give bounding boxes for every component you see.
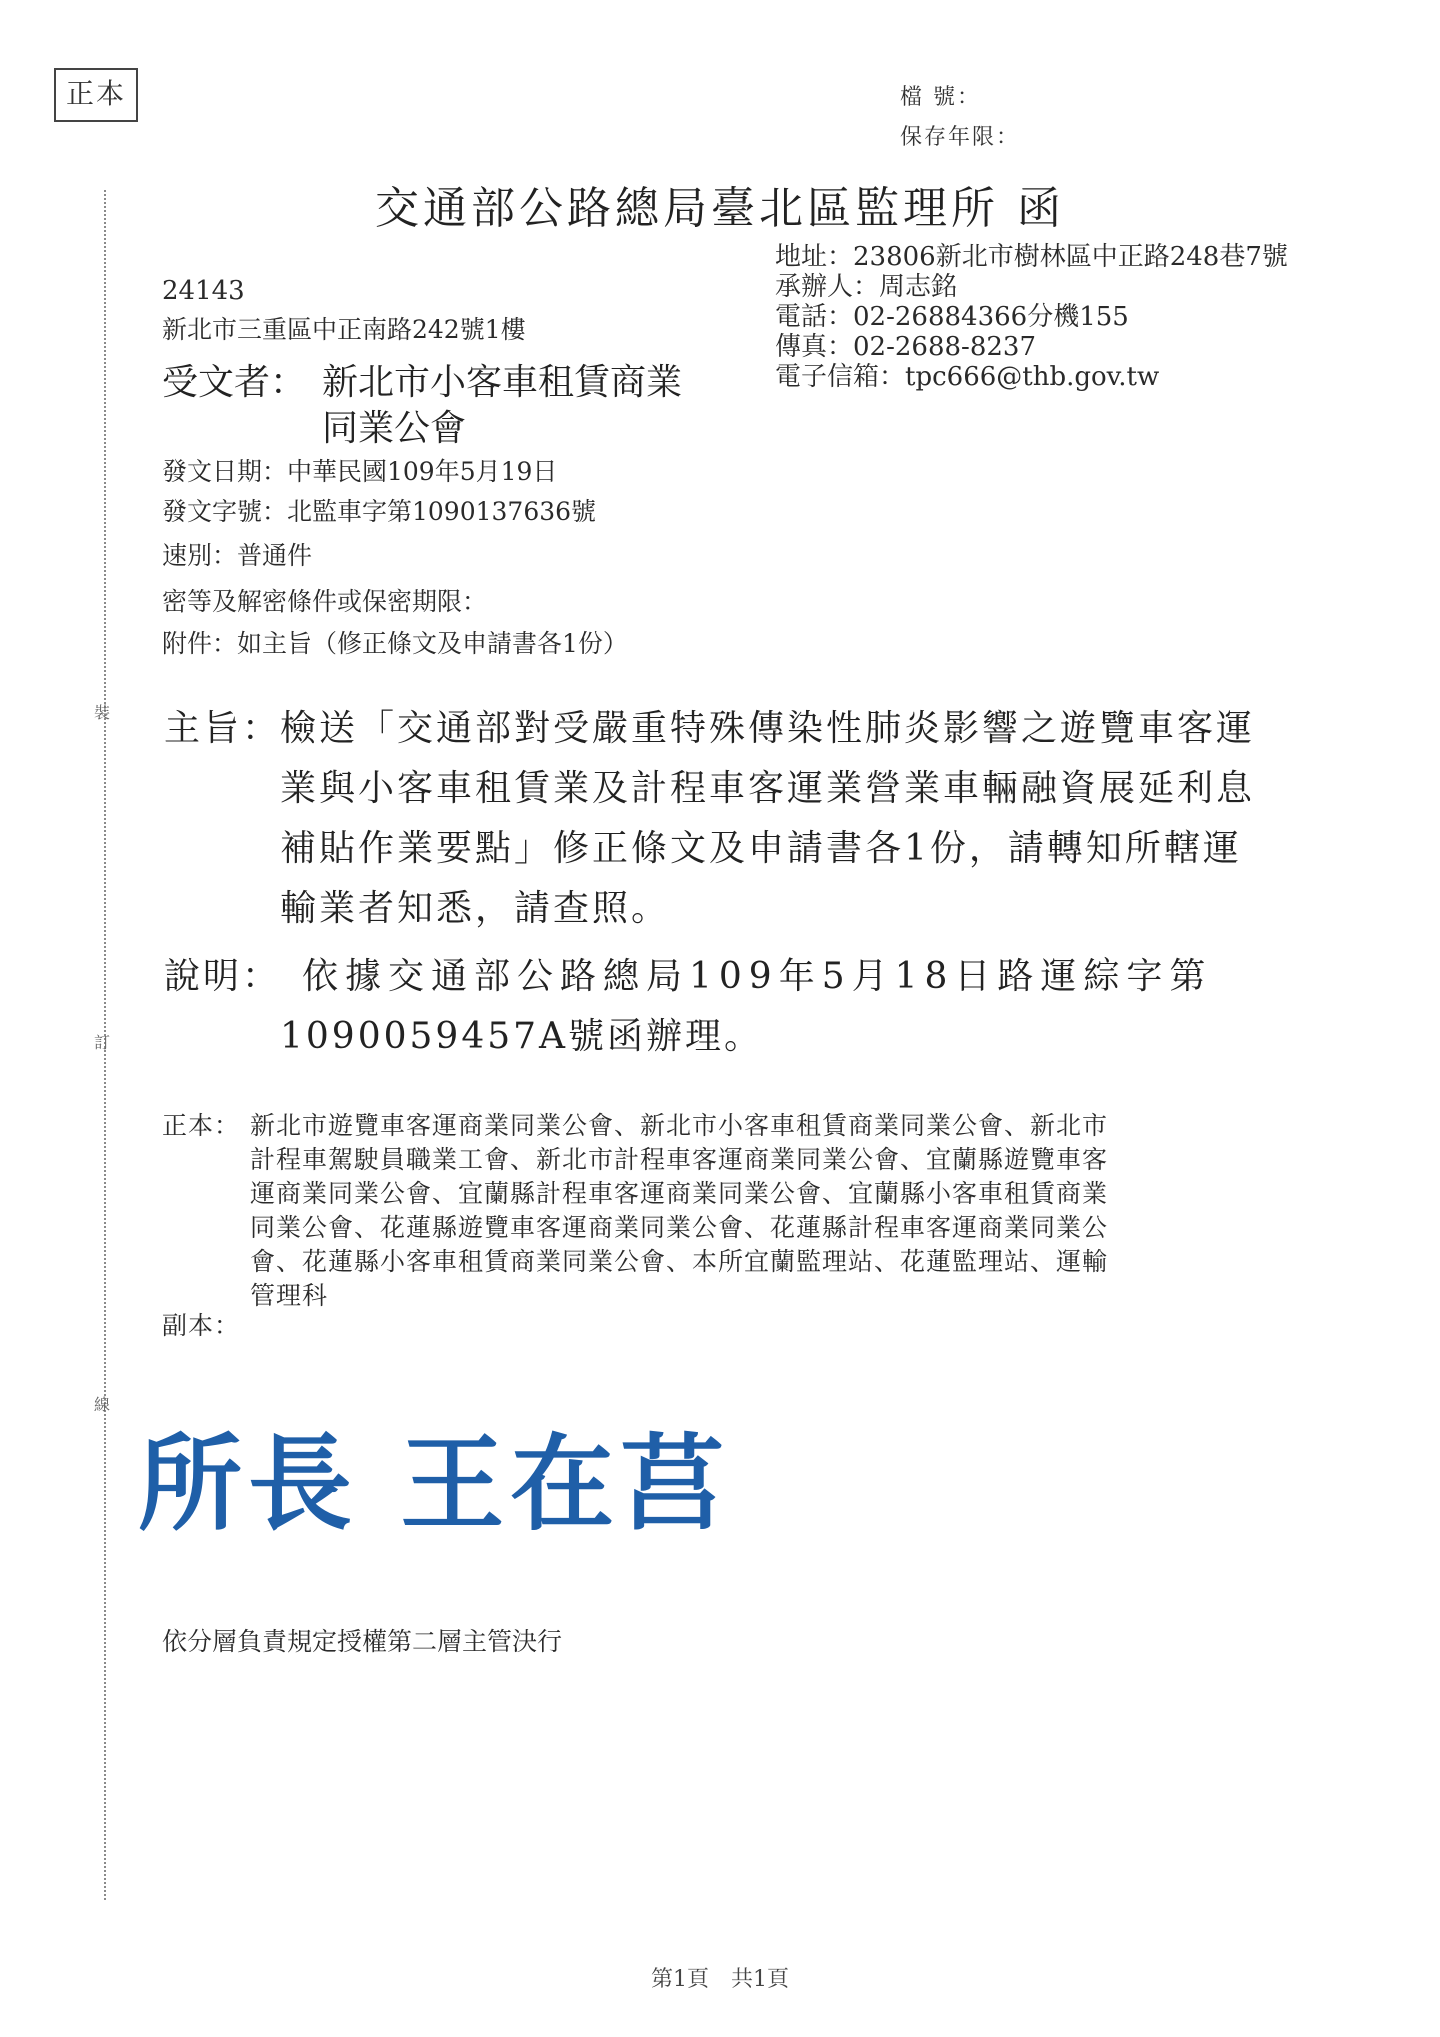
sender-handler: 承辦人：周志銘	[775, 272, 958, 302]
subject-line: 業與小客車租賃業及計程車客運業營業車輛融資展延利息	[280, 768, 1256, 809]
director-seal	[138, 1408, 738, 1558]
sender-phone: 電話：02-26884366分機155	[775, 302, 1129, 332]
original-recipient-line: 計程車駕駛員職業工會、新北市計程車客運商業同業公會、宜蘭縣遊覽車客	[250, 1145, 1109, 1174]
original-recipient-line: 運商業同業公會、宜蘭縣計程車客運商業同業公會、宜蘭縣小客車租賃商業	[250, 1179, 1109, 1208]
subject-line: 補貼作業要點」修正條文及申請書各1份，請轉知所轄運	[280, 828, 1242, 869]
document-title: 交通部公路總局臺北區監理所 函	[375, 183, 1065, 234]
sender-fax: 傳真：02-2688-8237	[775, 332, 1036, 362]
issue-date: 發文日期：中華民國109年5月19日	[162, 457, 558, 486]
explanation-line: 1090059457A號函辦理。	[280, 1016, 764, 1057]
authorization-note: 依分層負責規定授權第二層主管決行	[162, 1627, 563, 1656]
original-recipient-line: 會、花蓮縣小客車租賃商業同業公會、本所宜蘭監理站、花蓮監理站、運輸	[250, 1247, 1109, 1276]
original-copy-stamp: 正本	[54, 68, 138, 122]
file-number-label: 檔 號：	[900, 85, 981, 110]
svg-text:所長 王在莒: 所長 王在莒	[138, 1422, 731, 1545]
recipient-name: 新北市小客車租賃商業	[322, 362, 683, 403]
subject-line: 輸業者知悉，請查照。	[280, 888, 671, 929]
binding-mark: 訂	[94, 1033, 111, 1052]
original-recipients-label: 正本：	[162, 1111, 241, 1140]
explanation-label: 說明：	[164, 956, 282, 997]
original-recipient-line: 新北市遊覽車客運商業同業公會、新北市小客車租賃商業同業公會、新北市	[250, 1111, 1109, 1140]
recipient-label: 受文者：	[162, 362, 307, 403]
delivery-speed: 速別：普通件	[162, 541, 313, 570]
attachment: 附件：如主旨（修正條文及申請書各1份）	[162, 629, 628, 658]
document-number: 發文字號：北監車字第1090137636號	[162, 497, 597, 526]
subject-label: 主旨：	[164, 708, 282, 749]
sender-email: 電子信箱：tpc666@thb.gov.tw	[775, 362, 1160, 392]
copy-recipients-label: 副本：	[162, 1311, 241, 1340]
secrecy-level: 密等及解密條件或保密期限：	[162, 587, 488, 616]
sender-address: 地址：23806新北市樹林區中正路248巷7號	[775, 242, 1288, 272]
binding-mark: 線	[94, 1395, 111, 1414]
retention-period-label: 保存年限：	[900, 125, 1021, 150]
original-recipient-line: 管理科	[250, 1281, 329, 1310]
subject-line: 檢送「交通部對受嚴重特殊傳染性肺炎影響之遊覽車客運	[280, 708, 1256, 749]
explanation-line: 依據交通部公路總局109年5月18日路運綜字第	[302, 956, 1213, 997]
original-recipient-line: 同業公會、花蓮縣遊覽車客運商業同業公會、花蓮縣計程車客運商業同業公	[250, 1213, 1109, 1242]
recipient-name-continued: 同業公會	[322, 408, 467, 449]
page-number: 第1頁 共1頁	[651, 1967, 789, 1992]
recipient-address: 新北市三重區中正南路242號1樓	[162, 315, 526, 344]
binding-mark: 裝	[94, 703, 111, 722]
recipient-postal-code: 24143	[162, 276, 245, 306]
